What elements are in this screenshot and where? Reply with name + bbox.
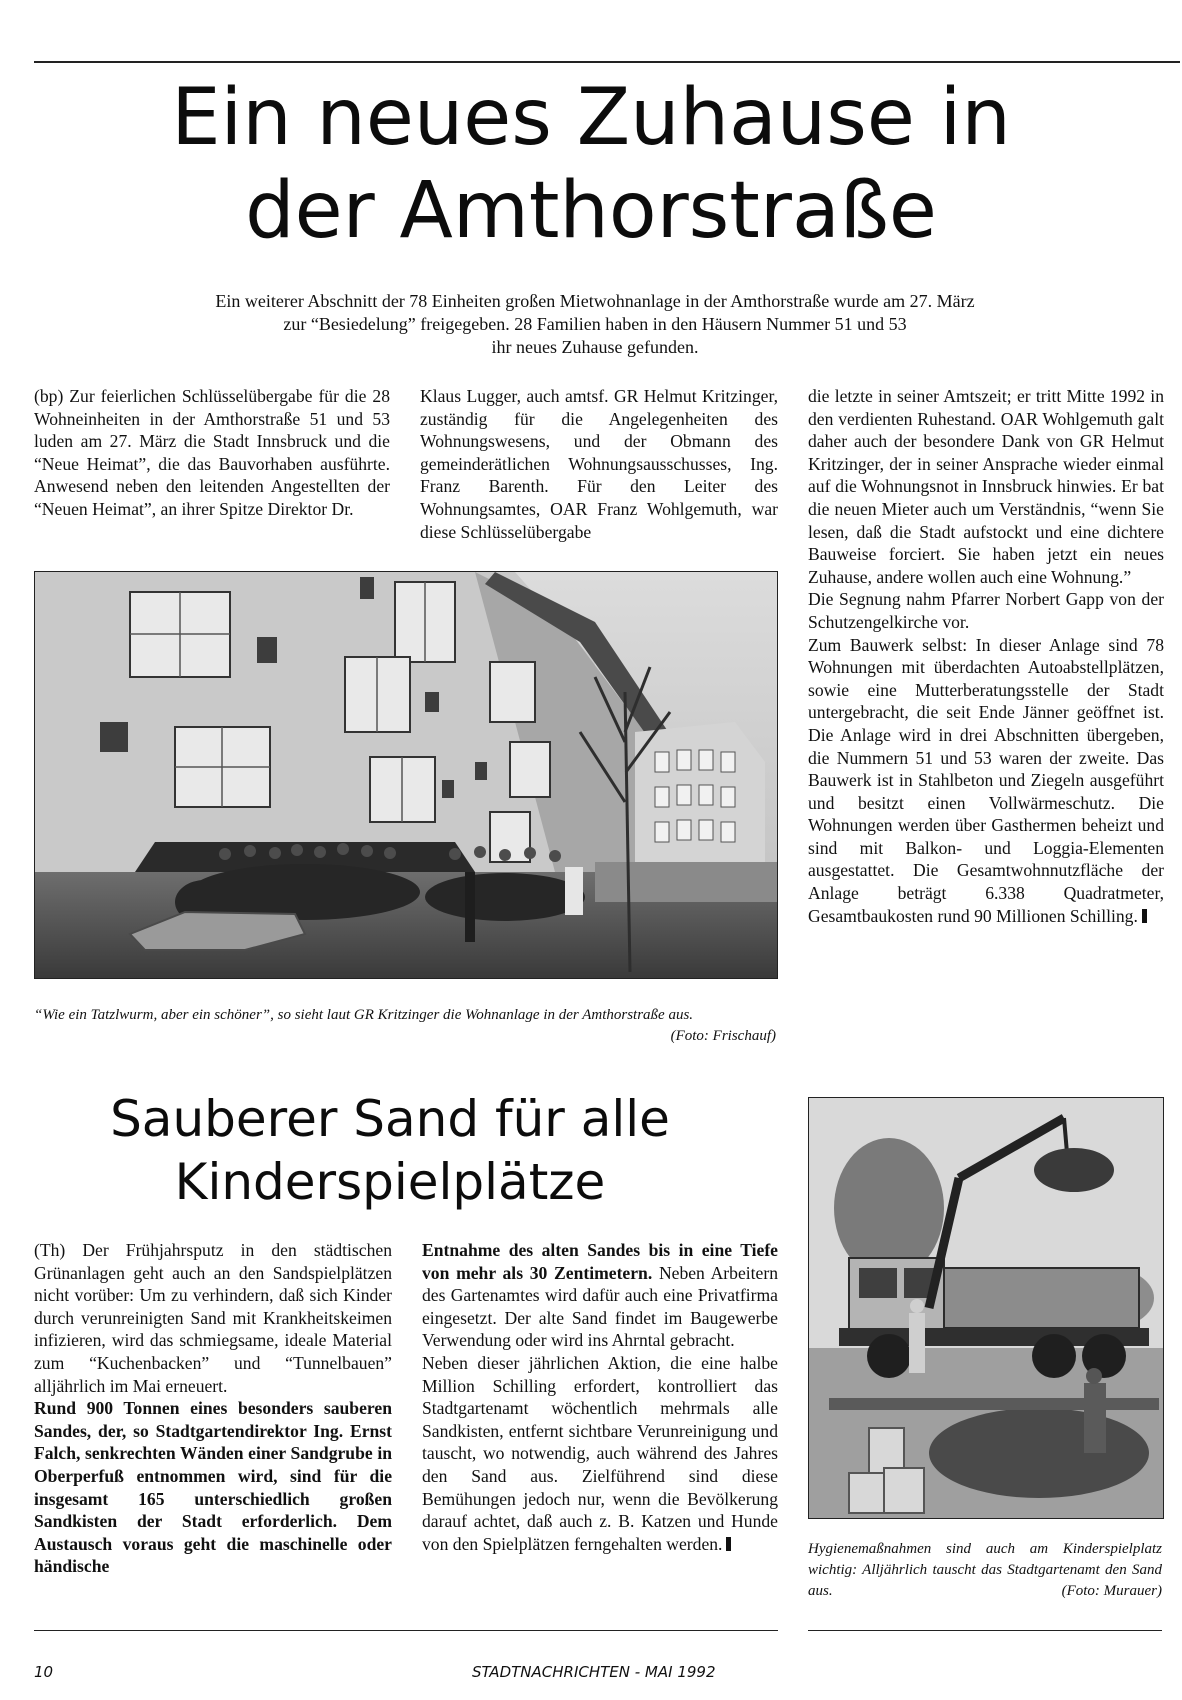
article1-col1-text: (bp) Zur feierlichen Schlüsselübergabe für die 28 Wohneinheiten in der Amthorstraße 51 und 53 luden am 27. März die Stadt Innsbruck und die “Neue Heimat”, die das Bauvorhaben ausführte. Anwesend neben den leitenden Angestellten der “Neuen Heimat”, an ihrer Spitze Direktor Dr.	[34, 386, 390, 519]
article1-caption-text: “Wie ein Tatzlwurm, aber ein schöner”, so sieht laut GR Kritzinger die Wohnanlage in der Amthorstraße aus.	[34, 1007, 694, 1023]
article1-col3-para3: Zum Bauwerk selbst: In dieser Anlage sind 78 Wohnungen mit überdachten Autoabstellplätzen, sowie eine Mutterberatungsstelle der Stadt untergebracht, die seit Ende Jänner geöffnet ist. Die Anlage wird in drei Abschnitten übergeben, die Nummern 51 und 53 waren der zweite. Das Bauwerk ist in Stahlbeton und Ziegeln ausgeführt und besitzt einen Vollwärmeschutz. Die Wohnungen werden über Gasthermen beheizt und sind mit Balkon- und Loggia-Elementen ausgestattet. Die Gesamtwohnnutzfläche der Anlage beträgt 6.338 Quadratmeter, Gesamtbaukosten rund 90 Millionen Schilling.	[808, 634, 1164, 926]
article1-col3-para2: Die Segnung nahm Pfarrer Norbert Gapp von der Schutzengelkirche vor.	[808, 589, 1164, 632]
article2-photo-credit: (Foto: Murauer)	[1061, 1583, 1162, 1599]
publication-title: STADTNACHRICHTEN - MAI 1992	[472, 1663, 716, 1681]
article1-column2	[420, 385, 778, 543]
article2-headline-line1: Sauberer Sand für alle	[110, 1090, 670, 1148]
housing-complex-illustration	[35, 572, 777, 978]
article1-lead-line1: Ein weiterer Abschnitt der 78 Einheiten großen Mietwohnanlage in der Amthorstraße wurde am 27. März	[215, 291, 975, 311]
sand-excavator-illustration	[809, 1098, 1163, 1518]
end-mark-icon	[1142, 909, 1147, 923]
article1-lead	[140, 290, 1050, 359]
top-rule	[34, 61, 1180, 63]
article1-lead-line3: ihr neues Zuhause gefunden.	[491, 337, 699, 357]
bottom-rule-right	[808, 1630, 1162, 1631]
article2-col2-bold-intro: Entnahme des alten Sandes bis in eine Tiefe von mehr als 30 Zentimetern.	[422, 1240, 778, 1283]
article2-caption-text: Hygienemaßnahmen sind auch am Kinderspielplatz wichtig: Alljährlich tauscht das Stadtgartenamt den Sand aus.	[808, 1541, 1162, 1599]
article1-headline-line2: der Amthorstraße	[245, 166, 937, 256]
article1-col2-text: Klaus Lugger, auch amtsf. GR Helmut Kritzinger, zuständig für die Angelegenheiten des Wohnungswesens, und der Obmann des gemeinderätlichen Wohnungsausschusses, Ing. Franz Barenth. Für den Leiter des Wohnungsamtes, OAR Franz Wohlgemuth, war diese Schlüsselübergabe	[420, 386, 778, 542]
page-number: 10	[34, 1663, 54, 1681]
article1-headline-line1: Ein neues Zuhause in	[171, 73, 1011, 163]
article2-photo-caption	[808, 1539, 1162, 1602]
sand-excavator-photo	[808, 1097, 1164, 1519]
article2-headline-line2: Kinderspielplätze	[174, 1153, 606, 1211]
article1-headline	[0, 72, 1182, 258]
article1-lead-line2: zur “Besiedelung” freigegeben. 28 Familien haben in den Häusern Nummer 51 und 53	[283, 314, 907, 334]
article1-column1	[34, 385, 390, 521]
article2-column1	[34, 1239, 392, 1578]
article2-col1-para1: (Th) Der Frühjahrsputz in den städtischen Grünanlagen geht auch an den Sandspielplätzen nicht vorüber: Um zu verhindern, daß sich Kinder durch verunreinigten Sand mit Krankheitskeimen infizieren, wird das schmiegsame, ideale Material zum “Kuchenbacken” und “Tunnelbauen” alljährlich im Mai erneuert.	[34, 1240, 392, 1396]
article2-col2-para2: Neben dieser jährlichen Aktion, die eine halbe Million Schilling erfordert, kontrolliert das Stadtgartenamt wöchentlich mehrmals alle Sandkisten, entfernt sichtbare Verunreinigung und tauscht, wo notwendig, auch während des Jahres den Sand aus. Zielführend sind diese Bemühungen jedoch nur, wenn die Bevölkerung darauf achtet, daß auch z. B. Katzen und Hunde von den Spielplätzen ferngehalten werden.	[422, 1352, 778, 1554]
article2-headline	[34, 1088, 746, 1214]
article2-col1-para2: Rund 900 Tonnen eines besonders sauberen Sandes, der, so Stadtgartendirektor Ing. Ernst Falch, senkrechten Wänden einer Sandgrube in Oberperfuß entnommen wird, sind für die insgesamt 165 unterschiedlich großen Sandkisten der Stadt erforderlich. Dem Austausch voraus geht die maschinelle oder händische	[34, 1398, 392, 1577]
housing-complex-photo	[34, 571, 778, 979]
article1-photo-credit: (Foto: Frischauf)	[670, 1028, 776, 1044]
article2-col2-para1: Neben Arbeitern des Gartenamtes wird dafür auch eine Privatfirma eingesetzt. Der alte Sand findet im Baugewerbe Verwendung oder wird ins Ahrntal gebracht.	[422, 1262, 778, 1351]
article2-column2	[422, 1239, 778, 1555]
article1-photo-caption	[34, 1005, 776, 1047]
article1-col3-para1: die letzte in seiner Amtszeit; er tritt Mitte 1992 in den verdienten Ruhestand. OAR Wohlgemuth galt daher auch der besondere Dank von GR Helmut Kritzinger, der in seiner Ansprache wieder einmal auf die Wohnungsnot in Innsbruck hinwies. Er bat die neuen Mieter auch um Verständnis, “wenn Sie lesen, daß die Stadt aufstockt und eine dichtere Bauweise forciert. Sie haben jetzt ein neues Zuhause, andere wollen auch eine Wohnung.”	[808, 386, 1164, 587]
bottom-rule-left	[34, 1630, 778, 1631]
end-mark-icon	[726, 1537, 731, 1551]
article1-column3	[808, 385, 1164, 927]
